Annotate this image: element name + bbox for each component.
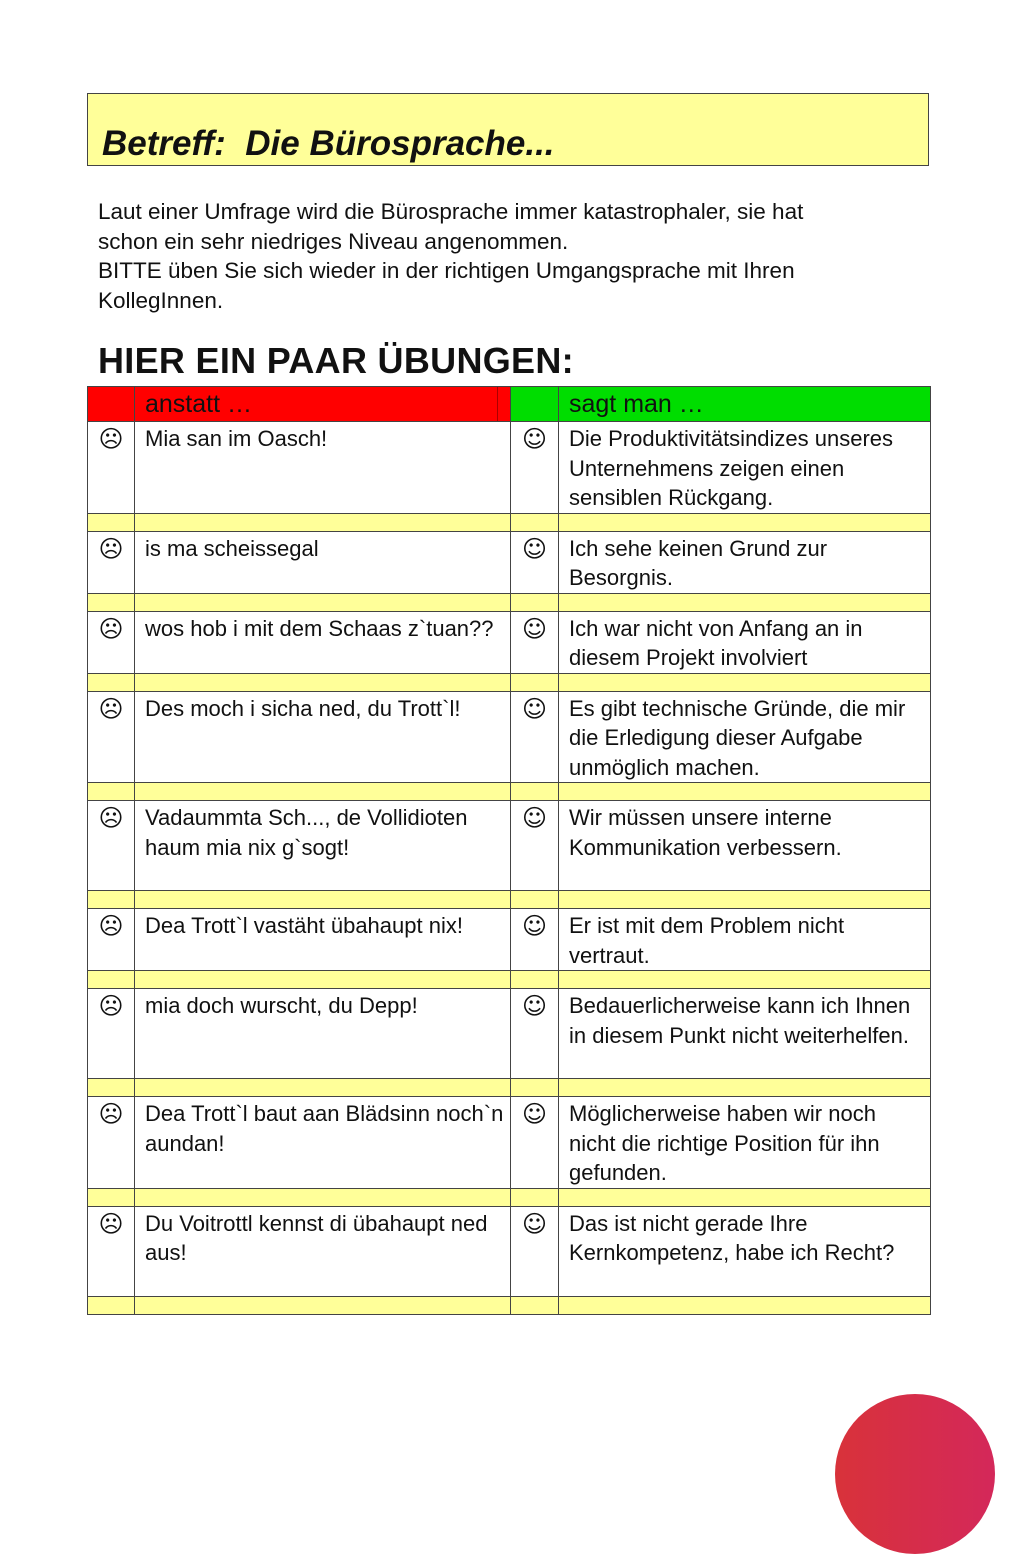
say-cell: Möglicherweise haben wir noch nicht die richtige Position für ihn gefunden. — [559, 1097, 931, 1189]
spacer-row — [88, 673, 931, 691]
sad-face-icon: ☹ — [98, 694, 124, 723]
spacer-cell — [559, 1296, 931, 1314]
happy-face-icon: ☺ — [521, 694, 548, 723]
intro-line: KollegInnen. — [98, 287, 224, 313]
say-cell: Wir müssen unsere interne Kommunikation verbessern. — [559, 801, 931, 891]
spacer-cell — [88, 891, 135, 909]
spacer-cell — [511, 783, 559, 801]
spacer-cell — [511, 891, 559, 909]
table-row — [88, 691, 931, 783]
sad-face-icon: ☹ — [98, 614, 124, 643]
spacer-cell — [511, 593, 559, 611]
spacer-row — [88, 1079, 931, 1097]
say-cell: Die Produktivitätsindizes unseres Unternehmens zeigen einen sensiblen Rückgang. — [559, 422, 931, 514]
spacer-cell — [135, 783, 511, 801]
instead-cell: Mia san im Oasch! — [135, 422, 511, 514]
spacer-cell — [88, 1079, 135, 1097]
spacer-cell — [559, 593, 931, 611]
happy-face-icon: ☺ — [521, 1209, 548, 1238]
spacer-cell — [511, 1296, 559, 1314]
spacer-row — [88, 513, 931, 531]
happy-icon-cell — [511, 531, 559, 593]
spacer-cell — [559, 971, 931, 989]
say-cell: Bedauerlicherweise kann ich Ihnen in diesem Punkt nicht weiterhelfen. — [559, 989, 931, 1079]
spacer-cell — [135, 593, 511, 611]
spacer-cell — [88, 1296, 135, 1314]
happy-face-icon: ☺ — [521, 912, 548, 940]
spacer-cell — [511, 513, 559, 531]
corner-decoration — [835, 1394, 995, 1554]
happy-icon-cell — [511, 989, 559, 1079]
sad-icon-cell — [88, 1097, 135, 1189]
spacer-cell — [559, 891, 931, 909]
sad-icon-cell — [88, 1206, 135, 1296]
sad-icon-cell — [88, 691, 135, 783]
spacer-row — [88, 783, 931, 801]
spacer-cell — [88, 673, 135, 691]
instead-cell: is ma scheissegal — [135, 531, 511, 593]
say-cell: Es gibt technische Gründe, die mir die Erledigung dieser Aufgabe unmöglich machen. — [559, 691, 931, 783]
spacer-row — [88, 593, 931, 611]
say-cell: Ich war nicht von Anfang an in diesem Projekt involviert — [559, 611, 931, 673]
happy-face-icon: ☺ — [521, 534, 548, 563]
sad-icon-cell — [88, 801, 135, 891]
happy-icon-cell — [511, 1206, 559, 1296]
instead-cell: Des moch i sicha ned, du Trott`l! — [135, 691, 511, 783]
table-row — [88, 909, 931, 971]
say-cell: Er ist mit dem Problem nicht vertraut. — [559, 909, 931, 971]
sad-face-icon: ☹ — [98, 912, 124, 940]
spacer-cell — [559, 1188, 931, 1206]
header-icon-cell-right — [511, 387, 559, 422]
happy-face-icon: ☺ — [521, 1100, 548, 1128]
spacer-cell — [511, 673, 559, 691]
exercises-heading: HIER EIN PAAR ÜBUNGEN: — [98, 340, 574, 381]
header-icon-cell-left — [88, 387, 135, 422]
subject-title: Betreff: Die Bürosprache... — [102, 124, 555, 163]
spacer-cell — [559, 673, 931, 691]
table-row — [88, 1097, 931, 1189]
say-cell: Ich sehe keinen Grund zur Besorgnis. — [559, 531, 931, 593]
spacer-cell — [511, 1188, 559, 1206]
spacer-cell — [88, 513, 135, 531]
sad-icon-cell — [88, 611, 135, 673]
happy-icon-cell — [511, 422, 559, 514]
header-instead — [135, 387, 511, 422]
happy-face-icon: ☺ — [521, 992, 548, 1020]
happy-face-icon: ☺ — [521, 425, 548, 453]
spacer-cell — [88, 783, 135, 801]
sad-face-icon: ☹ — [98, 425, 124, 453]
instead-cell: mia doch wurscht, du Depp! — [135, 989, 511, 1079]
spacer-cell — [559, 783, 931, 801]
instead-cell: Vadaummta Sch..., de Vollidioten haum mia nix g`sogt! — [135, 801, 511, 891]
happy-icon-cell — [511, 909, 559, 971]
spacer-cell — [135, 673, 511, 691]
spacer-cell — [135, 1079, 511, 1097]
subject-box — [87, 93, 929, 166]
header-say: sagt man … — [559, 387, 931, 422]
spacer-cell — [511, 1079, 559, 1097]
table-row — [88, 989, 931, 1079]
sad-face-icon: ☹ — [98, 534, 124, 563]
happy-face-icon: ☺ — [521, 614, 548, 643]
spacer-cell — [135, 513, 511, 531]
exercises-table — [87, 386, 931, 1315]
spacer-row — [88, 891, 931, 909]
intro-line: schon ein sehr niedriges Niveau angenommen. — [98, 228, 569, 254]
table-row — [88, 422, 931, 514]
spacer-cell — [135, 891, 511, 909]
say-cell: Das ist nicht gerade Ihre Kernkompetenz, habe ich Recht? — [559, 1206, 931, 1296]
table-row — [88, 611, 931, 673]
intro-line: BITTE üben Sie sich wieder in der richtigen Umgangsprache mit Ihren — [98, 258, 795, 283]
instead-cell: wos hob i mit dem Schaas z`tuan?? — [135, 611, 511, 673]
happy-icon-cell — [511, 611, 559, 673]
spacer-cell — [559, 513, 931, 531]
happy-icon-cell — [511, 691, 559, 783]
instead-cell: Dea Trott`l baut aan Blädsinn noch`n aundan! — [135, 1097, 511, 1189]
sad-face-icon: ☹ — [98, 992, 124, 1020]
table-row — [88, 1206, 931, 1296]
intro-paragraph — [98, 197, 918, 315]
sad-icon-cell — [88, 909, 135, 971]
spacer-cell — [88, 1188, 135, 1206]
sad-icon-cell — [88, 989, 135, 1079]
sad-face-icon: ☹ — [98, 1100, 124, 1128]
spacer-row — [88, 971, 931, 989]
sad-icon-cell — [88, 422, 135, 514]
spacer-cell — [88, 971, 135, 989]
spacer-cell — [511, 971, 559, 989]
table-row — [88, 801, 931, 891]
spacer-row — [88, 1188, 931, 1206]
table-header-row — [88, 387, 931, 422]
spacer-cell — [559, 1079, 931, 1097]
instead-cell: Du Voitrottl kennst di übahaupt ned aus! — [135, 1206, 511, 1296]
header-instead-label: anstatt … — [145, 387, 498, 421]
spacer-cell — [135, 971, 511, 989]
spacer-cell — [135, 1296, 511, 1314]
spacer-row — [88, 1296, 931, 1314]
intro-line: Laut einer Umfrage wird die Bürosprache immer katastrophaler, sie hat — [98, 199, 804, 224]
happy-icon-cell — [511, 1097, 559, 1189]
happy-face-icon: ☺ — [521, 804, 548, 832]
spacer-cell — [88, 593, 135, 611]
spacer-cell — [135, 1188, 511, 1206]
sad-icon-cell — [88, 531, 135, 593]
sad-face-icon: ☹ — [98, 804, 124, 832]
happy-icon-cell — [511, 801, 559, 891]
sad-face-icon: ☹ — [98, 1209, 124, 1238]
table-row — [88, 531, 931, 593]
instead-cell: Dea Trott`l vastäht übahaupt nix! — [135, 909, 511, 971]
